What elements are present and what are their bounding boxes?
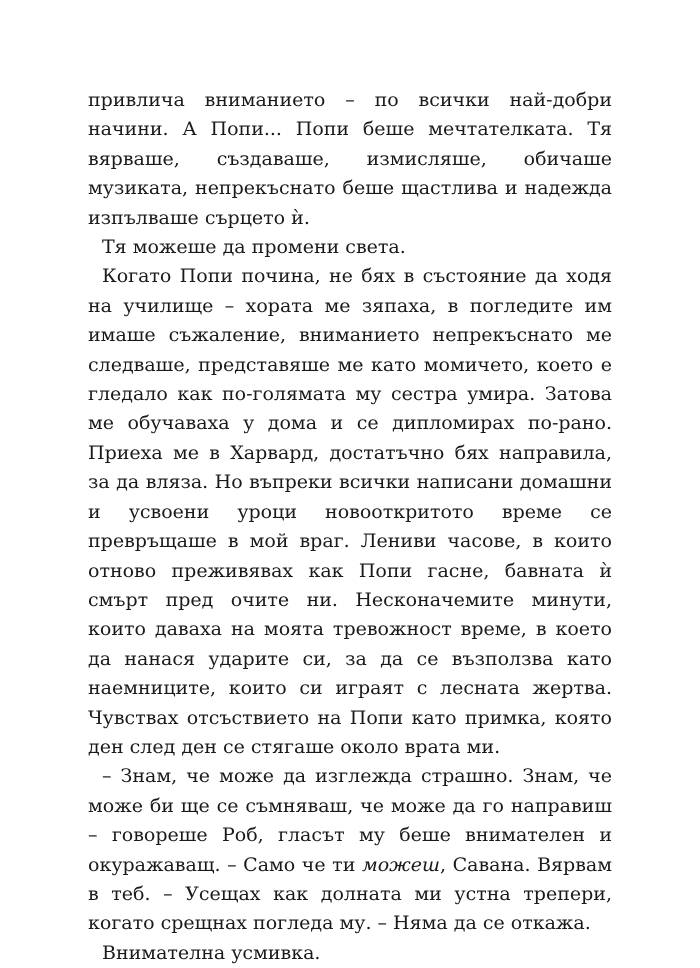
paragraph-closing: Внимателна усмивка. xyxy=(102,941,321,964)
paragraph-short-statement: Тя можеше да промени света. xyxy=(102,236,406,259)
dialogue-emphasis: можеш xyxy=(361,853,440,876)
dialogue-part-2: , Савана. Вярвам в теб. – Усещах как долната ми устна трепери, когато срещнах погледа му. – Няма да се откажа. xyxy=(88,853,612,935)
dialogue-part-1: – Знам, че може да изглежда страшно. Знам, че може би ще се съмняваш, че може да го направиш – говореше Роб, гласът му беше внимателен и окуражаващ. – Само че ти xyxy=(88,765,612,876)
paragraph-dialogue xyxy=(88,762,612,938)
text-block xyxy=(88,86,612,968)
paragraph-narrative: Когато Попи почина, не бях в състояние да ходя на училище – хората ме зяпаха, в погледите им имаше съжаление, вниманието непрекъснато ме следваше, представяше ме като момичето, което е гледало как по-голямата му сестра умира. Затова ме обучаваха у дома и се дипломирах по-рано. Приеха ме в Харвард, достатъчно бях направила, за да вляза. Но въпреки всички написани домашни и усвоени уроци новооткритото време се превръщаше в мой враг. Лениви часове, в които отново преживявах как Попи гасне, бавната ѝ смърт пред очите ни. Несконачемите минути, които даваха на моята тревожност време, в което да нанася ударите си, за да се възползва като наемниците, които си играят с лесната жертва. Чувствах отсъствието на Попи като примка, която ден след ден се стягаше около врата ми. xyxy=(88,265,612,758)
paragraph-continuation: привлича вниманието – по всички най-добри начини. А Попи... Попи беше мечтателката. Тя вярваше, създаваше, измисляше, обичаше музиката, непрекъснато беше щастлива и надежда изпълваше сърцето ѝ. xyxy=(88,89,612,229)
